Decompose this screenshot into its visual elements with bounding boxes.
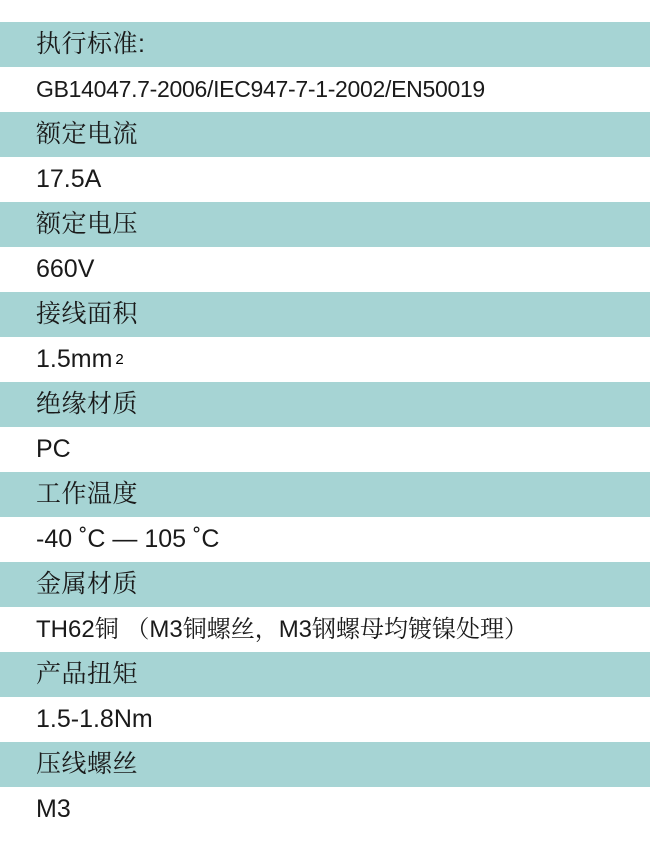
spec-value-text: -40 ˚C — 105 ˚C: [36, 525, 220, 553]
spec-value-text: M3: [36, 795, 71, 823]
spec-label-row: [0, 112, 650, 157]
spec-label-row: [0, 742, 650, 787]
spec-value-text: PC: [36, 435, 71, 463]
spec-label-text: 额定电流: [36, 120, 139, 148]
spec-label-row: [0, 562, 650, 607]
spec-label-text: 接线面积: [36, 300, 139, 328]
spec-value-superscript: 2: [115, 351, 124, 368]
spec-label-row: [0, 472, 650, 517]
spec-value-row: [0, 157, 650, 202]
spec-value-row: [0, 787, 650, 832]
spec-label-row: [0, 202, 650, 247]
spec-value-row: [0, 337, 650, 382]
spec-label-text: 执行标准:: [36, 30, 146, 58]
spec-label-row: [0, 292, 650, 337]
spec-label-row: [0, 652, 650, 697]
spec-value-row: [0, 517, 650, 562]
spec-value-text: 660V: [36, 255, 95, 283]
spec-value-text: GB14047.7-2006/IEC947-7-1-2002/EN50019: [36, 76, 485, 102]
spec-value-text: 1.5mm: [36, 345, 113, 373]
spec-value-row: [0, 607, 650, 652]
spec-label-text: 额定电压: [36, 210, 139, 238]
spec-value-row: [0, 247, 650, 292]
spec-value-row: [0, 697, 650, 742]
spec-label-text: 产品扭矩: [36, 660, 139, 688]
spec-value-row: [0, 427, 650, 472]
spec-value-text: 17.5A: [36, 165, 102, 193]
spec-label-row: [0, 22, 650, 67]
spec-label-text: 工作温度: [36, 480, 139, 508]
spec-label-text: 绝缘材质: [36, 390, 139, 418]
spec-value-text: TH62铜 （M3铜螺丝，M3钢螺母均镀镍处理）: [36, 615, 529, 643]
spec-value-text: 1.5-1.8Nm: [36, 705, 153, 733]
spec-label-text: 压线螺丝: [36, 750, 139, 778]
spec-label-row: [0, 382, 650, 427]
spec-label-text: 金属材质: [36, 570, 139, 598]
spec-value-row: [0, 67, 650, 112]
